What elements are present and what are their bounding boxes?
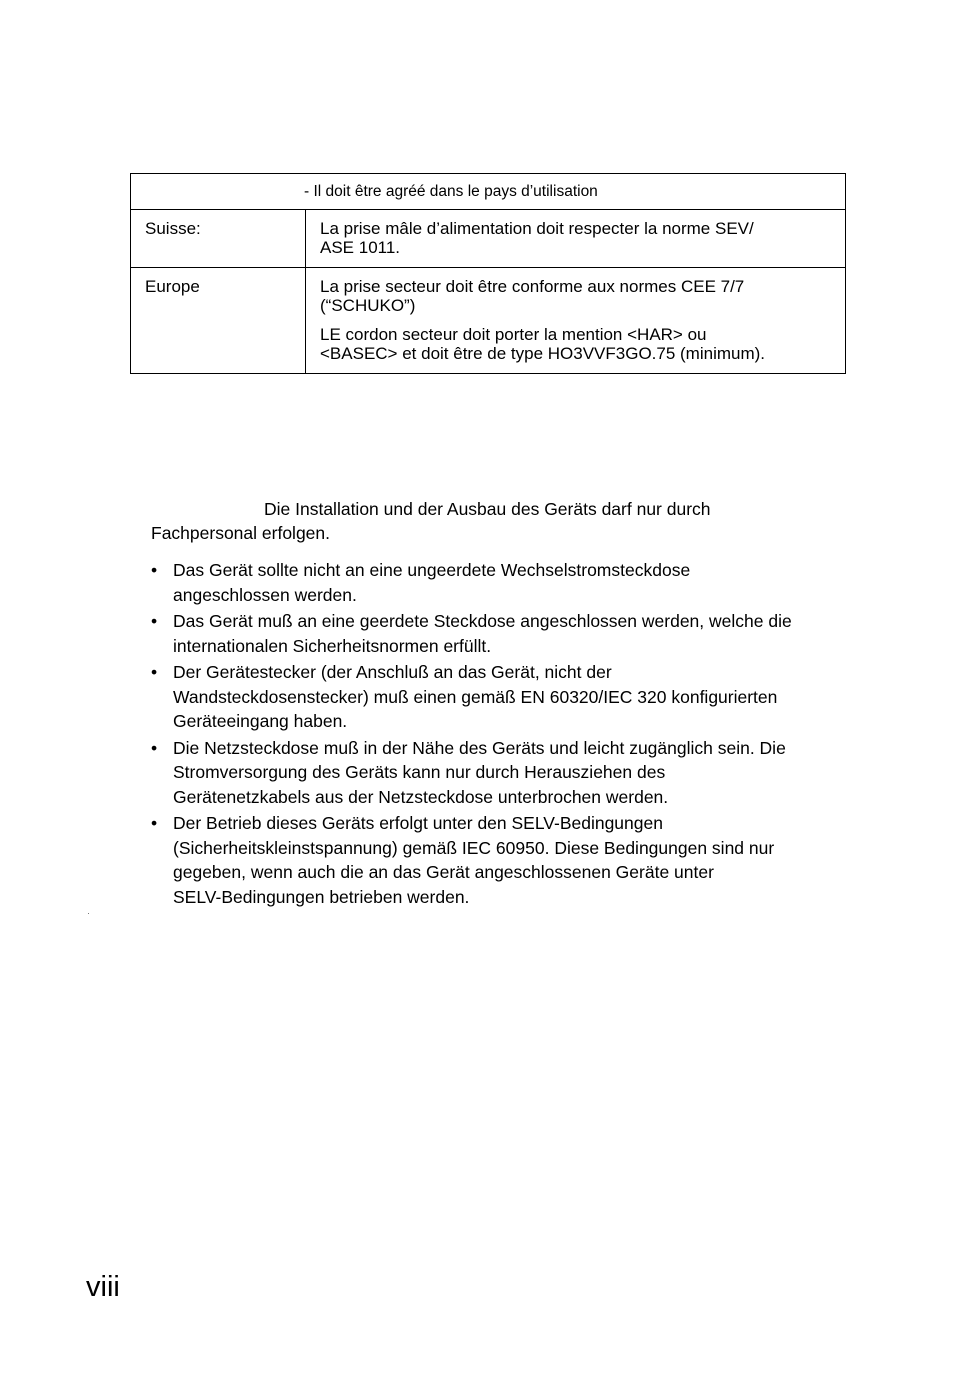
country-label: Suisse: bbox=[145, 219, 201, 238]
list-item bbox=[151, 811, 851, 909]
list-item bbox=[151, 609, 851, 658]
requirement-text: La prise mâle d’alimentation doit respecter la norme SEV/ ASE 1011. bbox=[320, 219, 754, 257]
country-cell bbox=[131, 268, 306, 374]
safety-bullet-list bbox=[151, 558, 851, 911]
requirement-cell bbox=[306, 210, 846, 268]
list-item bbox=[151, 736, 851, 810]
bullet-icon: • bbox=[151, 662, 158, 682]
list-item bbox=[151, 660, 851, 734]
stray-mark bbox=[88, 913, 89, 914]
table-header-row bbox=[131, 174, 846, 210]
list-item bbox=[151, 558, 851, 607]
bullet-icon: • bbox=[151, 737, 158, 758]
installation-intro bbox=[151, 497, 791, 545]
bullet-icon: • bbox=[151, 560, 158, 580]
table-row bbox=[131, 268, 846, 374]
requirement-text: La prise secteur doit être conforme aux normes CEE 7/7 (“SCHUKO”) bbox=[320, 277, 745, 315]
country-label: Europe bbox=[145, 277, 200, 296]
country-cell bbox=[131, 210, 306, 268]
bullet-text: Der Betrieb dieses Geräts erfolgt unter den SELV-Bedingungen (Sicherheitskleinstspannung) gemäß IEC 60950. Diese Bedingungen sind nur gegeben, wenn auch die an das Gerät angeschlossenen Geräte unter SELV-Bedingungen betrieben werden. bbox=[173, 813, 775, 907]
bullet-icon: • bbox=[151, 611, 158, 631]
page-number: viii bbox=[86, 1271, 120, 1303]
table-row bbox=[131, 210, 846, 268]
power-cord-requirements-table bbox=[130, 173, 846, 374]
table-header-text: - Il doit être agréé dans le pays d’utilisation bbox=[304, 183, 598, 200]
intro-line-1: Die Installation und der Ausbau des Geräts darf nur durch bbox=[264, 499, 711, 519]
bullet-text: Der Gerätestecker (der Anschluß an das Gerät, nicht der Wandsteckdosenstecker) muß einen gemäß EN 60320/IEC 320 konfigurierten Geräteeingang haben. bbox=[173, 662, 778, 731]
bullet-text: Die Netzsteckdose muß in der Nähe des Geräts und leicht zugänglich sein. Die Stromversorgung des Geräts kann nur durch Herausziehen des Gerätenetzkabels aus der Netzsteckdose unterbrochen werden. bbox=[173, 737, 786, 807]
table-header-cell bbox=[131, 174, 846, 210]
bullet-text: Das Gerät sollte nicht an eine ungeerdete Wechselstromsteckdose angeschlossen werden. bbox=[173, 560, 691, 605]
bullet-text: Das Gerät muß an eine geerdete Steckdose angeschlossen werden, welche die internationalen Sicherheitsnormen erfüllt. bbox=[173, 611, 792, 656]
requirement-text: LE cordon secteur doit porter la mention <HAR> ou <BASEC> et doit être de type HO3VVF3GO.75 (minimum). bbox=[320, 325, 766, 363]
intro-line-2: Fachpersonal erfolgen. bbox=[151, 523, 330, 543]
bullet-icon: • bbox=[151, 813, 158, 833]
requirement-cell bbox=[306, 268, 846, 374]
